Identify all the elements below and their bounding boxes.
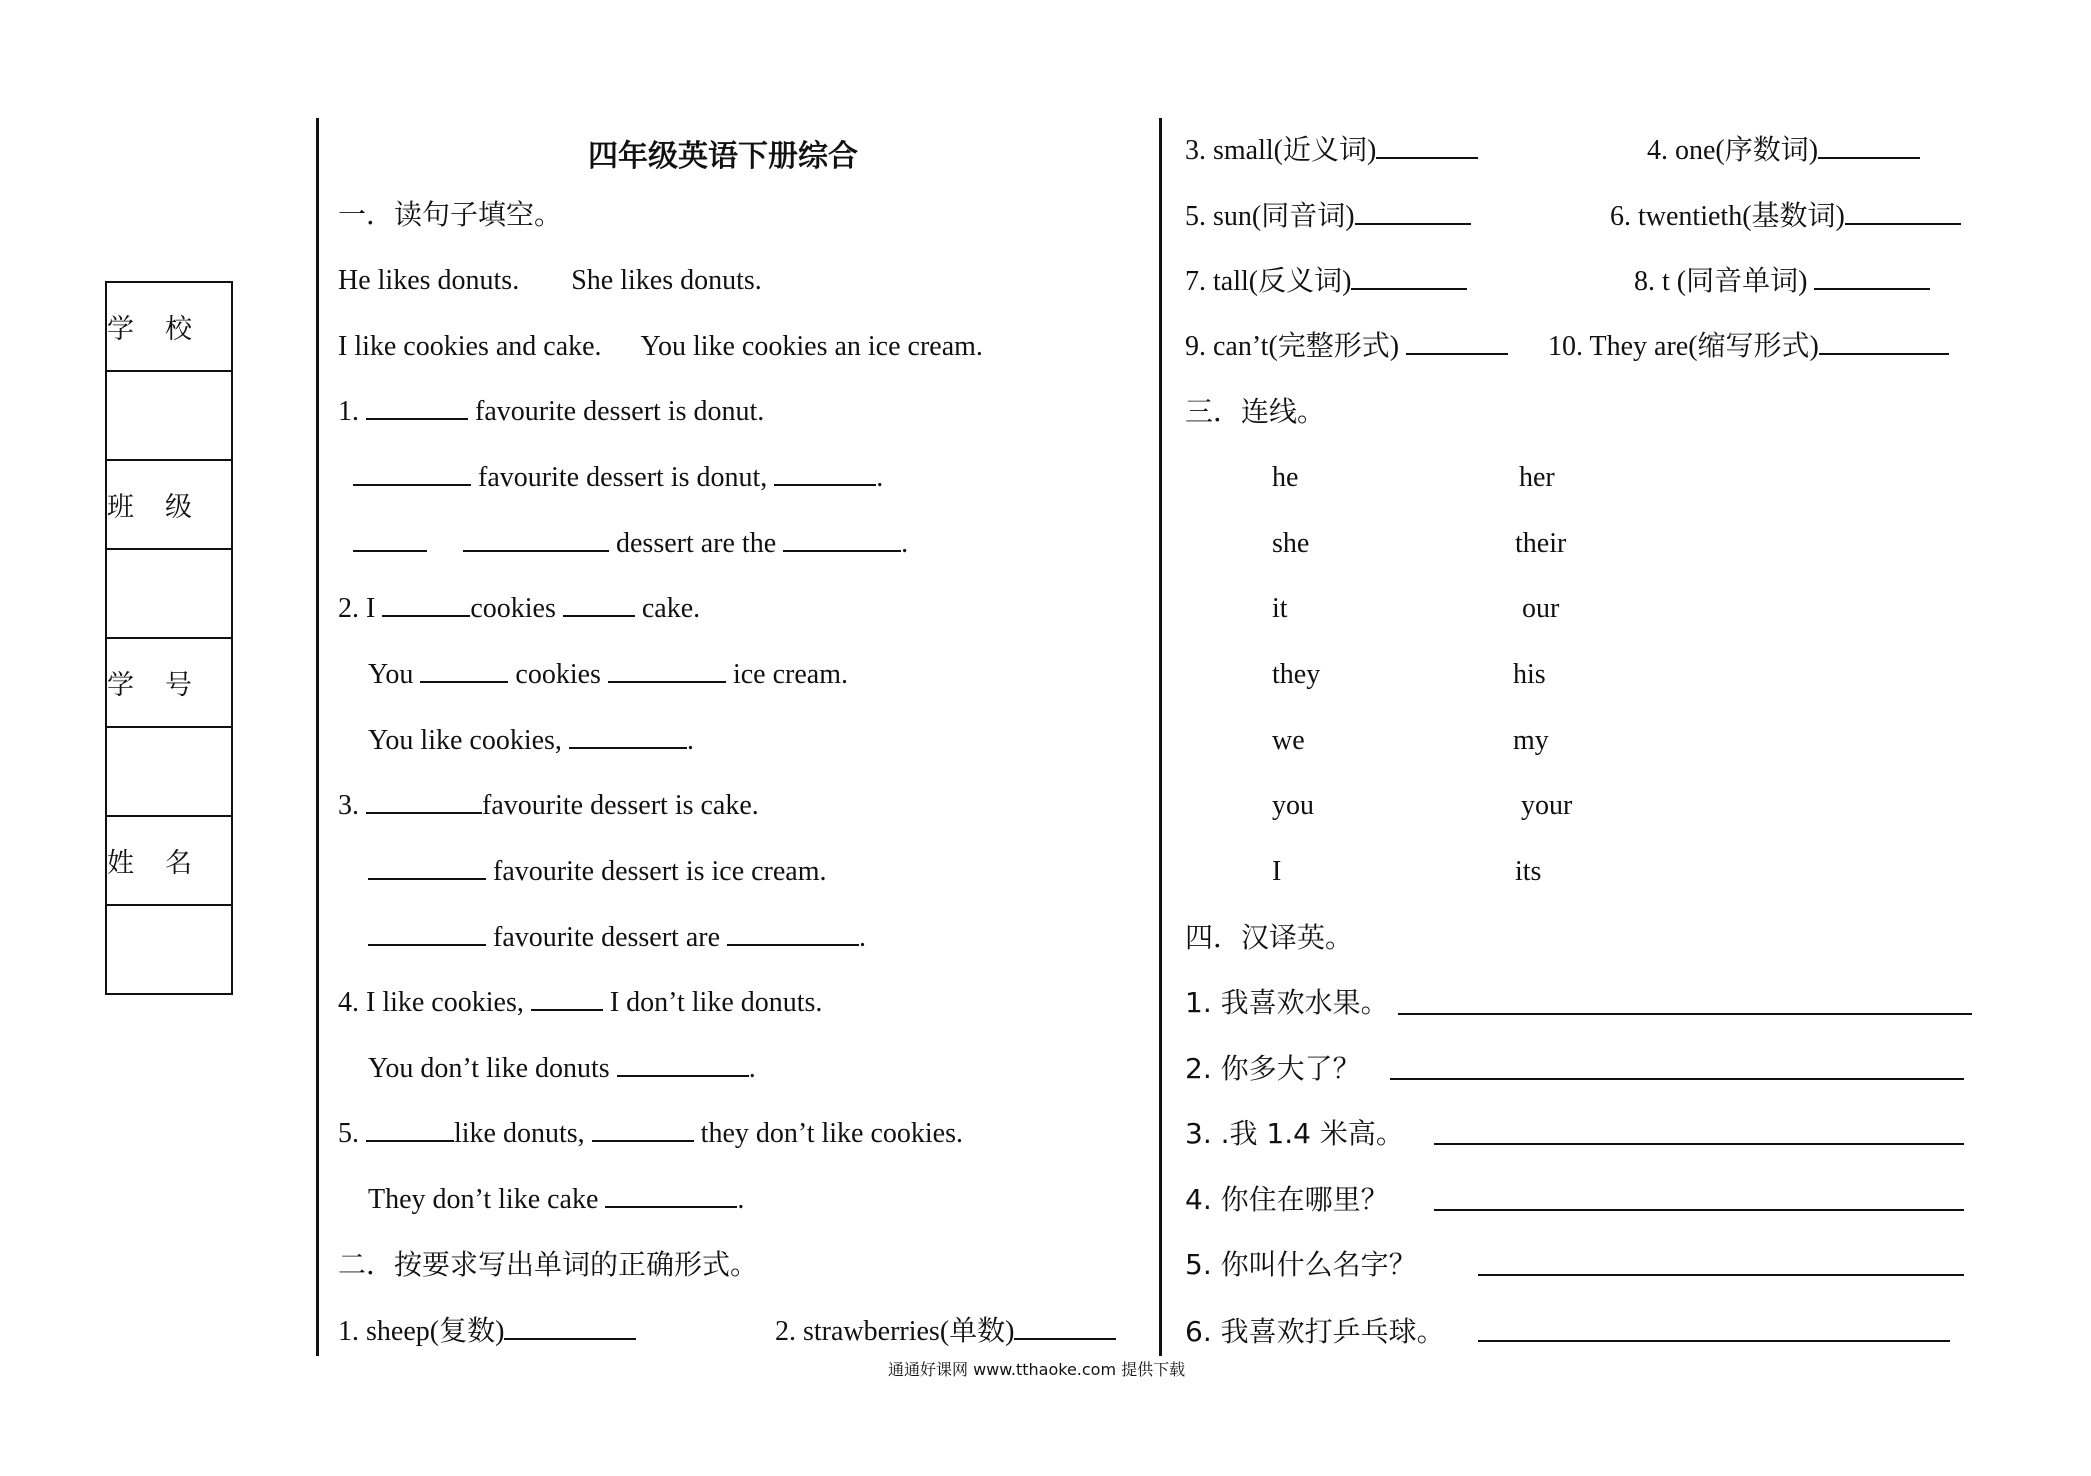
answer-blank[interactable] (366, 396, 468, 420)
match-right-item[interactable]: my (1513, 725, 1549, 756)
match-right-item[interactable]: her (1519, 462, 1555, 493)
answer-line[interactable] (1398, 1013, 1972, 1015)
question-text: You like cookies, (368, 725, 562, 756)
translation-prompt: 1. 我喜欢水果。 (1185, 986, 1389, 1019)
question-text: 4. I like cookies, (338, 987, 524, 1018)
q3-line-1 (338, 789, 759, 823)
period: . (876, 462, 884, 493)
student-info-table (105, 281, 233, 995)
answer-blank[interactable] (504, 1316, 636, 1340)
name-field[interactable] (106, 905, 232, 994)
question-text: they don’t like cookies. (700, 1118, 963, 1149)
intro-line-2 (338, 330, 983, 364)
question-text: favourite dessert is donut, (478, 462, 768, 493)
match-left-item[interactable]: they (1272, 659, 1321, 690)
question-number: 2. I (338, 593, 376, 624)
answer-blank[interactable] (1818, 135, 1920, 159)
intro-sentence: He likes donuts. (338, 265, 520, 296)
word-form-prompt: 10. They are(缩写形式) (1548, 331, 1819, 362)
period: . (748, 1053, 756, 1084)
answer-blank[interactable] (366, 790, 482, 814)
period: . (859, 922, 866, 953)
question-text: favourite dessert are (493, 922, 720, 953)
match-left-item[interactable]: we (1272, 725, 1305, 756)
answer-blank[interactable] (605, 1184, 737, 1208)
left-margin-rule (316, 118, 319, 1356)
answer-blank[interactable] (463, 528, 609, 552)
section3-heading: 三．连线。 (1185, 395, 1326, 428)
word-form-item-6 (1610, 200, 1961, 234)
word-form-prompt: 4. one(序数词) (1647, 135, 1819, 166)
word-form-item-3 (1185, 134, 1478, 168)
word-form-prompt: 3. small(近义词) (1185, 135, 1377, 166)
translation-prompt: 4. 你住在哪里？ (1185, 1183, 1389, 1216)
answer-blank[interactable] (1819, 331, 1949, 355)
word-form-prompt: 2. strawberries(单数) (775, 1316, 1015, 1347)
answer-blank[interactable] (727, 922, 859, 946)
answer-line[interactable] (1478, 1274, 1964, 1276)
answer-blank[interactable] (592, 1118, 694, 1142)
section4-heading: 四．汉译英。 (1185, 921, 1354, 954)
intro-line-1 (338, 264, 762, 298)
match-left-item[interactable]: you (1272, 790, 1314, 821)
match-right-item[interactable]: his (1513, 659, 1546, 690)
school-field[interactable] (106, 371, 232, 460)
name-label: 姓 名 (106, 816, 232, 905)
q4-line-1 (338, 986, 822, 1020)
question-text: favourite dessert is cake. (482, 790, 759, 821)
answer-blank[interactable] (1355, 201, 1471, 225)
word-form-prompt: 6. twentieth(基数词) (1610, 201, 1845, 232)
answer-line[interactable] (1434, 1143, 1964, 1145)
answer-blank[interactable] (368, 856, 486, 880)
intro-sentence: I like cookies and cake. (338, 331, 602, 362)
answer-blank[interactable] (420, 659, 508, 683)
answer-line[interactable] (1434, 1209, 1964, 1211)
word-form-item-2 (775, 1315, 1116, 1349)
word-form-item-10 (1548, 330, 1949, 364)
word-form-item-1 (338, 1315, 636, 1349)
page-title: 四年级英语下册综合 (588, 139, 858, 174)
question-text: dessert are the (616, 528, 777, 559)
answer-blank[interactable] (1814, 266, 1930, 290)
question-number: 1. (338, 396, 359, 427)
word-form-prompt: 7. tall(反义词) (1185, 266, 1352, 297)
answer-blank[interactable] (774, 462, 876, 486)
intro-sentence: You like cookies an ice cream. (640, 331, 983, 362)
question-text: They don’t like cake (368, 1184, 599, 1215)
answer-blank[interactable] (783, 528, 901, 552)
answer-blank[interactable] (1014, 1316, 1116, 1340)
answer-blank[interactable] (531, 987, 603, 1011)
answer-blank[interactable] (368, 922, 486, 946)
word-form-prompt: 5. sun(同音词) (1185, 201, 1355, 232)
answer-blank[interactable] (1845, 201, 1961, 225)
answer-blank[interactable] (1406, 331, 1508, 355)
section1-heading: 一．读句子填空。 (338, 198, 563, 231)
word-form-prompt: 1. sheep(复数) (338, 1316, 505, 1347)
question-text: cookies (515, 659, 601, 690)
q2-line-1 (338, 592, 700, 626)
answer-blank[interactable] (353, 528, 427, 552)
answer-line[interactable] (1478, 1340, 1950, 1342)
answer-blank[interactable] (569, 725, 687, 749)
word-form-prompt: 9. can’t(完整形式) (1185, 331, 1400, 362)
word-form-item-7 (1185, 265, 1467, 299)
question-number: 5. (338, 1118, 359, 1149)
q3-line-3 (368, 921, 866, 955)
q5-line-1 (338, 1117, 963, 1151)
translation-prompt: 3. .我 1.4 米高。 (1185, 1117, 1404, 1150)
period: . (686, 725, 694, 756)
word-form-prompt: 8. t (同音单词) (1634, 266, 1808, 297)
period: . (901, 528, 909, 559)
answer-blank[interactable] (1351, 266, 1467, 290)
class-label: 班 级 (106, 460, 232, 549)
student-no-field[interactable] (106, 727, 232, 816)
q2-line-3 (368, 724, 694, 758)
match-left-item[interactable]: she (1272, 528, 1310, 559)
answer-blank[interactable] (353, 462, 471, 486)
question-text: favourite dessert is donut. (475, 396, 765, 427)
school-label: 学 校 (106, 282, 232, 371)
match-right-item[interactable]: their (1515, 528, 1567, 559)
question-number: 3. (338, 790, 359, 821)
answer-blank[interactable] (366, 1118, 454, 1142)
answer-blank[interactable] (1376, 135, 1478, 159)
q3-line-2 (368, 855, 827, 889)
intro-sentence: She likes donuts. (571, 265, 762, 296)
q1-line-2 (353, 461, 883, 495)
question-text: cookies (470, 593, 556, 624)
match-left-item[interactable]: he (1272, 462, 1299, 493)
word-form-item-4 (1647, 134, 1920, 168)
question-text: ice cream. (732, 659, 848, 690)
translation-prompt: 5. 你叫什么名字？ (1185, 1248, 1417, 1281)
q5-line-2 (368, 1183, 744, 1217)
period: . (737, 1184, 745, 1215)
q4-line-2 (368, 1052, 756, 1086)
match-right-item[interactable]: its (1515, 856, 1542, 887)
question-text: cake. (641, 593, 701, 624)
word-form-item-9 (1185, 330, 1508, 364)
word-form-item-8 (1634, 265, 1930, 299)
answer-line[interactable] (1390, 1078, 1964, 1080)
question-text: like donuts, (454, 1118, 585, 1149)
answer-blank[interactable] (608, 659, 726, 683)
match-left-item[interactable]: I (1272, 856, 1282, 887)
word-form-item-5 (1185, 200, 1471, 234)
answer-blank[interactable] (563, 593, 635, 617)
column-divider-rule (1159, 118, 1162, 1356)
translation-prompt: 6. 我喜欢打乒乓球。 (1185, 1315, 1445, 1348)
q1-line-3 (353, 527, 908, 561)
answer-blank[interactable] (382, 593, 470, 617)
question-text: favourite dessert is ice cream. (493, 856, 827, 887)
student-no-label: 学 号 (106, 638, 232, 727)
class-field[interactable] (106, 549, 232, 638)
footer-credit: 通通好课网 www.tthaoke.com 提供下载 (888, 1360, 1186, 1379)
question-text: I don’t like donuts. (609, 987, 823, 1018)
translation-prompt: 2. 你多大了？ (1185, 1052, 1361, 1085)
q1-line-1 (338, 395, 764, 429)
match-left-item[interactable]: it (1272, 593, 1288, 624)
q2-line-2 (368, 658, 848, 692)
question-text: You don’t like donuts (368, 1053, 610, 1084)
section2-heading: 二．按要求写出单词的正确形式。 (338, 1248, 759, 1281)
answer-blank[interactable] (617, 1053, 749, 1077)
match-right-item[interactable]: our (1522, 593, 1560, 624)
question-text: You (368, 659, 414, 690)
match-right-item[interactable]: your (1521, 790, 1573, 821)
